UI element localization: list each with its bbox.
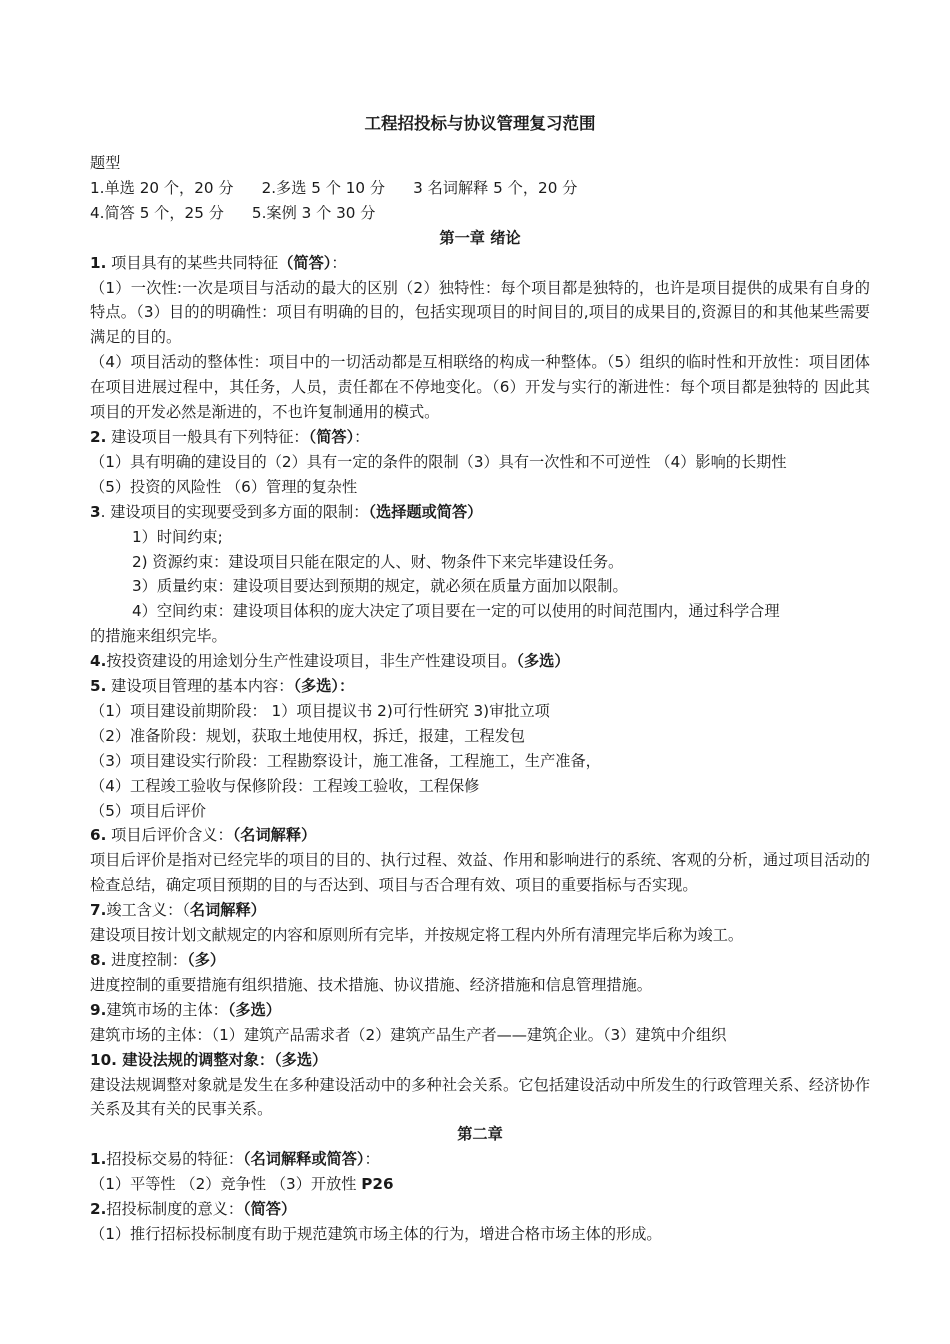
ch1-q5-line-4: （4）工程竣工验收与保修阶段：工程竣工验收，工程保修	[90, 776, 480, 795]
ch2-q1-text: （1）平等性 （2）竞争性 （3）开放性	[90, 1175, 362, 1194]
ch1-q4-heading	[90, 649, 870, 674]
q-text: 项目具有的某些共同特征	[106, 253, 279, 272]
q-number: 1.	[90, 1150, 107, 1169]
ch1-q2-heading	[90, 425, 870, 450]
ch1-q10-paragraph: 建设法规调整对象就是发生在多种建设活动中的多种社会关系。它包括建设活动中所发生的行政管理关系、经济协作关系及其有关的民事关系。	[90, 1075, 870, 1119]
ch1-q6-heading	[90, 823, 870, 848]
q-text: 建筑市场的主体：	[106, 1000, 228, 1019]
q-number: 3	[90, 502, 101, 521]
q-text: 建设项目一般具有下列特征：	[106, 427, 309, 446]
ch2-q1-line	[90, 1172, 870, 1197]
ch1-q2-line-1: （1）具有明确的建设目的（2）具有一定的条件的限制（3）具有一次性和不可逆性 （4）影响的长期性	[90, 452, 787, 471]
q-type-tag: （简答）	[243, 1200, 297, 1219]
ch1-q8-heading	[90, 948, 870, 973]
q-type-tag: 名词解释）	[189, 901, 266, 920]
ch1-q5-heading	[90, 674, 870, 699]
q-number: 2.	[90, 1200, 107, 1219]
ch1-q1-heading	[90, 251, 870, 276]
q-type-tag: （多选）	[227, 1000, 281, 1019]
q-type-tag: （选择题或简答）	[368, 502, 483, 521]
q-text: 按投资建设的用途划分生产性建设项目，非生产性建设项目。	[106, 652, 517, 671]
ch1-q5-line-1: （1）项目建设前期阶段： 1）项目提议书 2)可行性研究 3)审批立项	[90, 701, 550, 720]
q-suffix: ：	[354, 427, 370, 446]
q-type-tag: （名词解释）	[232, 826, 317, 845]
q-number: 1.	[90, 253, 107, 272]
q-type-tag: （多选）：	[293, 677, 355, 696]
q-type-tag: （简答）	[308, 427, 355, 446]
ch1-q5-line-2: （2）准备阶段：规划，获取土地使用权，拆迁，报建，工程发包	[90, 726, 525, 745]
ch1-q3-item-4-cont: 的措施来组织完毕。	[90, 627, 227, 646]
ch1-q6-paragraph: 项目后评价是指对已经完毕的项目的目的、执行过程、效益、作用和影响进行的系统、客观的分析，通过项目活动的检查总结，确定项目预期的目的与否达到、项目与否合理有效、项目的重要指标与否实现。	[90, 851, 870, 895]
document-title: 工程招投标与协议管理复习范围	[364, 114, 596, 133]
ch1-q9-heading	[90, 998, 870, 1023]
ch1-q3-item-2: 2) 资源约束：建设项目只能在限定的人、财、物条件下来完毕建设任务。	[132, 552, 624, 571]
q-suffix: ：	[364, 1150, 380, 1169]
ch1-q3-heading	[90, 500, 870, 525]
ch1-q3-item-1: 1）时间约束;	[132, 527, 223, 546]
ch1-q5-line-3: （3）项目建设实行阶段：工程勘察设计，施工准备，工程施工，生产准备，	[90, 751, 601, 770]
q-number: 9.	[90, 1000, 107, 1019]
q-text: 进度控制：	[106, 951, 188, 969]
ch2-q2-line: （1）推行招标投标制度有助于规范建筑市场主体的行为，增进合格市场主体的形成。	[90, 1224, 662, 1243]
q-number: 5.	[90, 677, 107, 696]
ch1-q7-heading	[90, 898, 870, 923]
q-number: 7.	[90, 901, 107, 920]
ch1-q5-line-5: （5）项目后评价	[90, 801, 206, 820]
q-type-tag: （多）	[187, 951, 226, 969]
ch1-q2-line-2: （5）投资的风险性 （6）管理的复杂性	[90, 477, 358, 496]
q-text: 项目后评价含义：	[106, 826, 233, 845]
question-types-heading: 题型	[90, 154, 121, 172]
q-number: 6.	[90, 826, 107, 845]
ch1-q1-paragraph-2: （4）项目活动的整体性：项目中的一切活动都是互相联络的构成一种整体。（5）组织的临时性和开放性：项目团体在项目进展过程中，其任务，人员，责任都在不停地变化。（6）开发与实行的渐进性：每个项目都是独特的 因此其项目的开发必然是渐进的，不也许复制通用的模式。	[90, 353, 870, 422]
q-text: 竣工含义：（	[106, 901, 190, 920]
q-number: 8.	[90, 951, 107, 969]
q-type-tag: （名词解释或简答）	[243, 1150, 365, 1169]
type-short-answer: 4.简答 5 个，25 分	[90, 203, 224, 222]
ch1-q3-item-4: 4）空间约束：建设项目体积的庞大决定了项目要在一定的可以使用的时间范围内，通过科学合理	[132, 602, 780, 621]
q-type-tag: （简答）	[278, 253, 332, 272]
type-case-study: 5.案例 3 个 30 分	[251, 203, 376, 222]
q-text: . 建设项目的实现要受到多方面的限制：	[100, 502, 369, 521]
ch2-q2-heading	[90, 1197, 870, 1222]
chapter-2-title: 第二章	[457, 1125, 503, 1144]
q-type-tag: （多选）	[274, 1050, 328, 1069]
q-text: 建设法规的调整对象：	[116, 1050, 275, 1069]
question-types-row-2	[90, 201, 870, 226]
q-text: 建设项目管理的基本内容：	[106, 677, 294, 696]
ch1-q8-paragraph: 进度控制的重要措施有组织措施、技术措施、协议措施、经济措施和信息管理措施。	[90, 975, 652, 994]
q-number: 2.	[90, 427, 107, 446]
page-reference: P26	[361, 1175, 394, 1194]
ch2-q1-heading	[90, 1147, 870, 1172]
document-page	[90, 112, 870, 1247]
q-text: 招投标交易的特征：	[106, 1150, 244, 1169]
type-single-choice: 1.单选 20 个，20 分	[90, 178, 234, 197]
ch1-q9-paragraph: 建筑市场的主体：（1）建筑产品需求者（2）建筑产品生产者——建筑企业。（3）建筑中介组织	[90, 1025, 727, 1044]
type-multi-choice: 2.多选 5 个 10 分	[261, 178, 386, 197]
q-suffix: ：	[331, 253, 347, 272]
ch1-q10-heading	[90, 1048, 870, 1073]
ch1-q1-paragraph-1: （1）一次性:一次是项目与活动的最大的区别（2）独特性：每个项目都是独特的，也许是项目提供的成果有自身的特点。（3）目的的明确性：项目有明确的目的，包括实现项目的时间目的,项目的成果目的,资源目的和其他某些需要满足的目的。	[90, 278, 870, 347]
q-number: 10.	[90, 1050, 117, 1069]
question-types-row-1	[90, 176, 870, 201]
q-number: 4.	[90, 652, 107, 671]
q-text: 招投标制度的意义：	[106, 1200, 244, 1219]
ch1-q3-item-3: 3）质量约束：建设项目要达到预期的规定，就必须在质量方面加以限制。	[132, 577, 628, 596]
chapter-1-title: 第一章 绪论	[439, 228, 521, 247]
type-term-definition: 3 名词解释 5 个，20 分	[413, 178, 578, 197]
q-type-tag: （多选）	[516, 652, 570, 671]
ch1-q7-paragraph: 建设项目按计划文献规定的内容和原则所有完毕，并按规定将工程内外所有清理完毕后称为竣工。	[90, 926, 744, 945]
